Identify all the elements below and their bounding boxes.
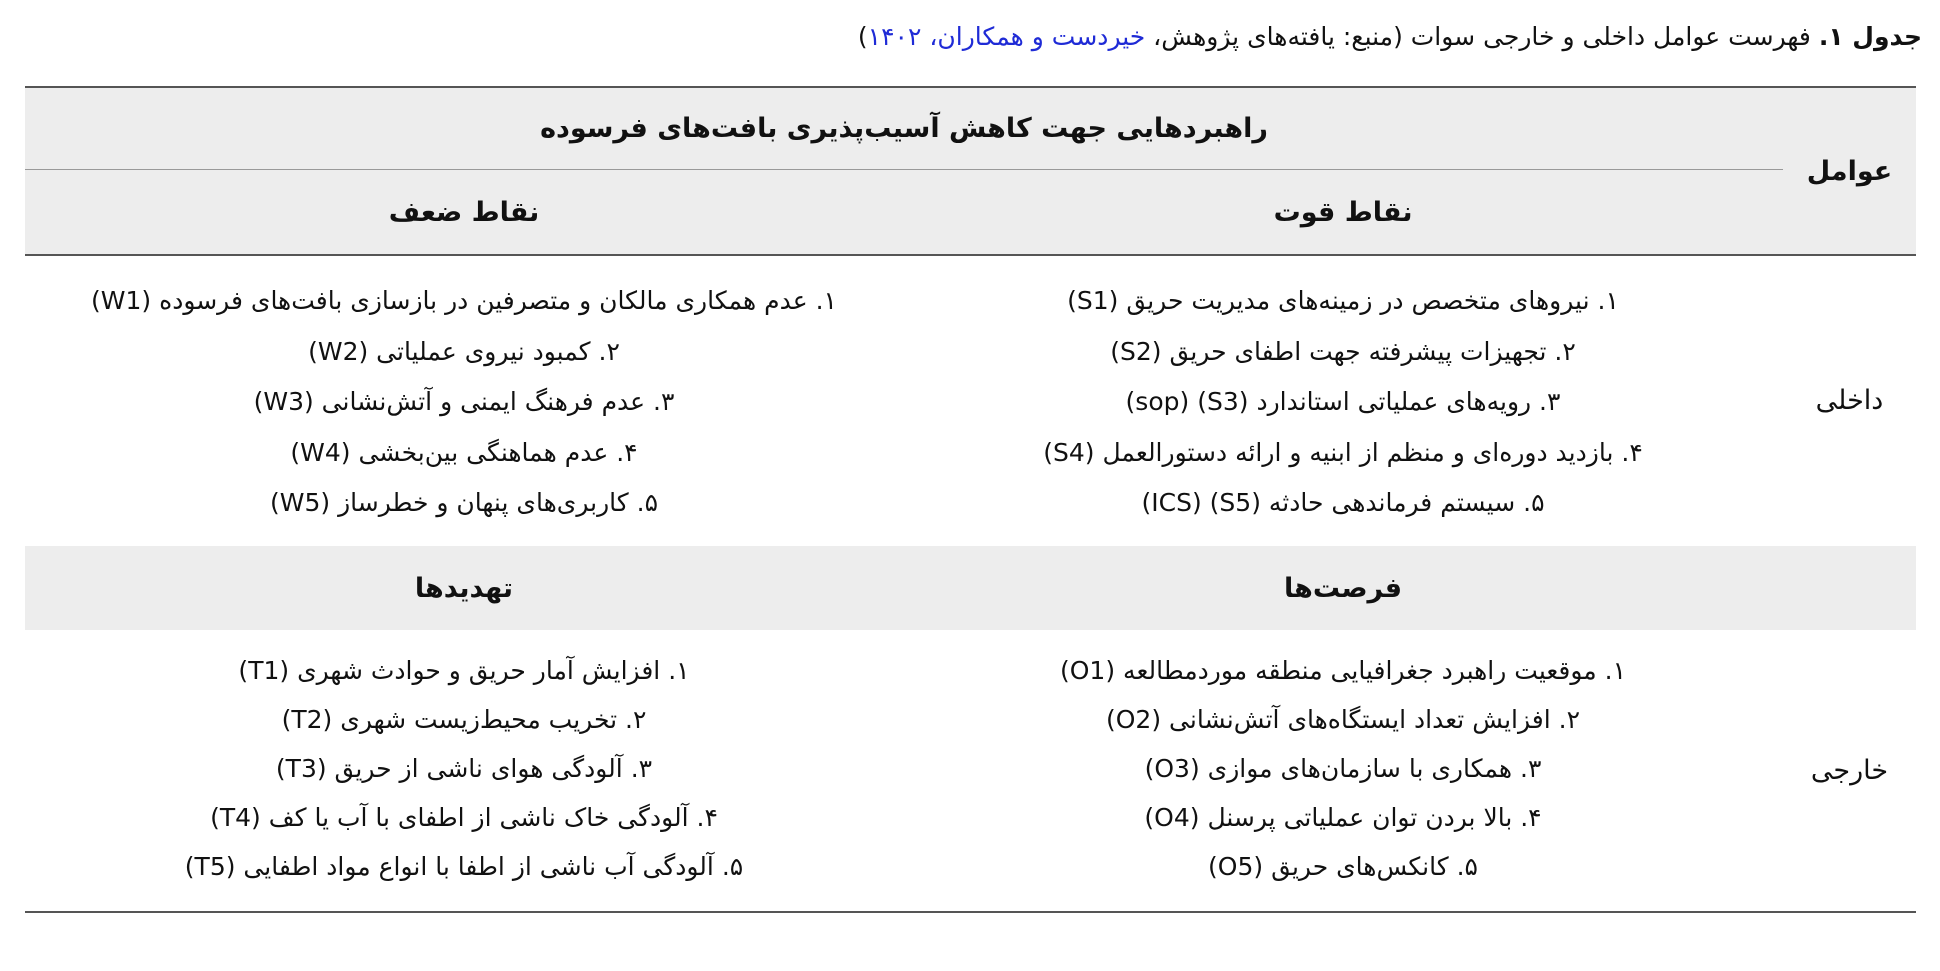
header-bottom-rule [25,254,1916,256]
list-item: ۵. سیستم فرماندهی حادثه (S5) (ICS) [1141,488,1545,517]
bottom-rule [25,911,1916,913]
swot-table [25,86,1916,912]
internal-label: داخلی [1815,384,1884,416]
opportunities-list [903,646,1783,891]
list-item: ۴. بالا بردن توان عملیاتی پرسنل (O4) [1144,803,1542,832]
list-item: ۳. همکاری با سازمان‌های موازی (O3) [1144,754,1542,783]
list-item: ۱. موقعیت راهبرد جغرافیایی منطقه موردمطالعه (O1) [1059,656,1627,685]
caption-close: ) [857,22,868,51]
threats-list [25,646,903,891]
strengths-list [903,276,1783,529]
strengths-header: نقاط قوت [1273,196,1413,228]
list-item: ۱. عدم همکاری مالکان و متصرفین در بازسازی بافت‌های فرسوده (W1) [91,286,837,315]
caption-label: جدول ۱. [1818,22,1922,51]
list-item: ۵. آلودگی آب ناشی از اطفا با انواع مواد اطفایی (T5) [184,852,744,881]
factor-header: عوامل [1806,155,1893,187]
list-item: ۴. بازدید دوره‌ای و منظم از ابنیه و ارائه دستورالعمل (S4) [1043,437,1643,467]
list-item: ۳. آلودگی هوای ناشی از حریق (T3) [275,754,653,783]
list-item: ۱. افزایش آمار حریق و حوادث شهری (T1) [238,656,690,685]
list-item: ۴. آلودگی خاک ناشی از اطفای با آب یا کف (T4) [210,803,718,832]
list-item: ۲. تجهیزات پیشرفته جهت اطفای حریق (S2) [1110,336,1576,366]
weaknesses-list [25,276,903,529]
threats-header: تهدیدها [414,572,514,604]
list-item: ۵. کاربری‌های پنهان و خطرساز (W5) [269,488,658,517]
table-caption [18,18,1922,56]
list-item: ۲. تخریب محیط‌زیست شهری (T2) [281,705,647,734]
list-item: ۲. کمبود نیروی عملیاتی (W2) [308,336,620,366]
caption-citation-link[interactable]: خیردست و همکاران، ۱۴۰۲ [867,22,1146,51]
list-item: ۵. کانکس‌های حریق (O5) [1208,852,1478,881]
list-item: ۲. افزایش تعداد ایستگاه‌های آتش‌نشانی (O2) [1105,705,1580,734]
caption-text: فهرست عوامل داخلی و خارجی سوات (منبع: یافته‌های پژوهش، [1145,22,1819,51]
list-item: ۳. عدم فرهنگ ایمنی و آتش‌نشانی (W3) [253,387,675,416]
main-header: راهبردهایی جهت کاهش آسیب‌پذیری بافت‌های فرسوده [540,113,1268,144]
list-item: ۱. نیروهای متخصص در زمینه‌های مدیریت حریق (S1) [1067,286,1619,315]
external-label: خارجی [1810,755,1889,786]
list-item: ۳. رویه‌های عملیاتی استاندارد (S3) (sop) [1125,387,1561,416]
opportunities-header: فرصت‌ها [1284,572,1403,604]
weaknesses-header: نقاط ضعف [388,196,540,228]
list-item: ۴. عدم هماهنگی بین‌بخشی (W4) [290,437,638,467]
